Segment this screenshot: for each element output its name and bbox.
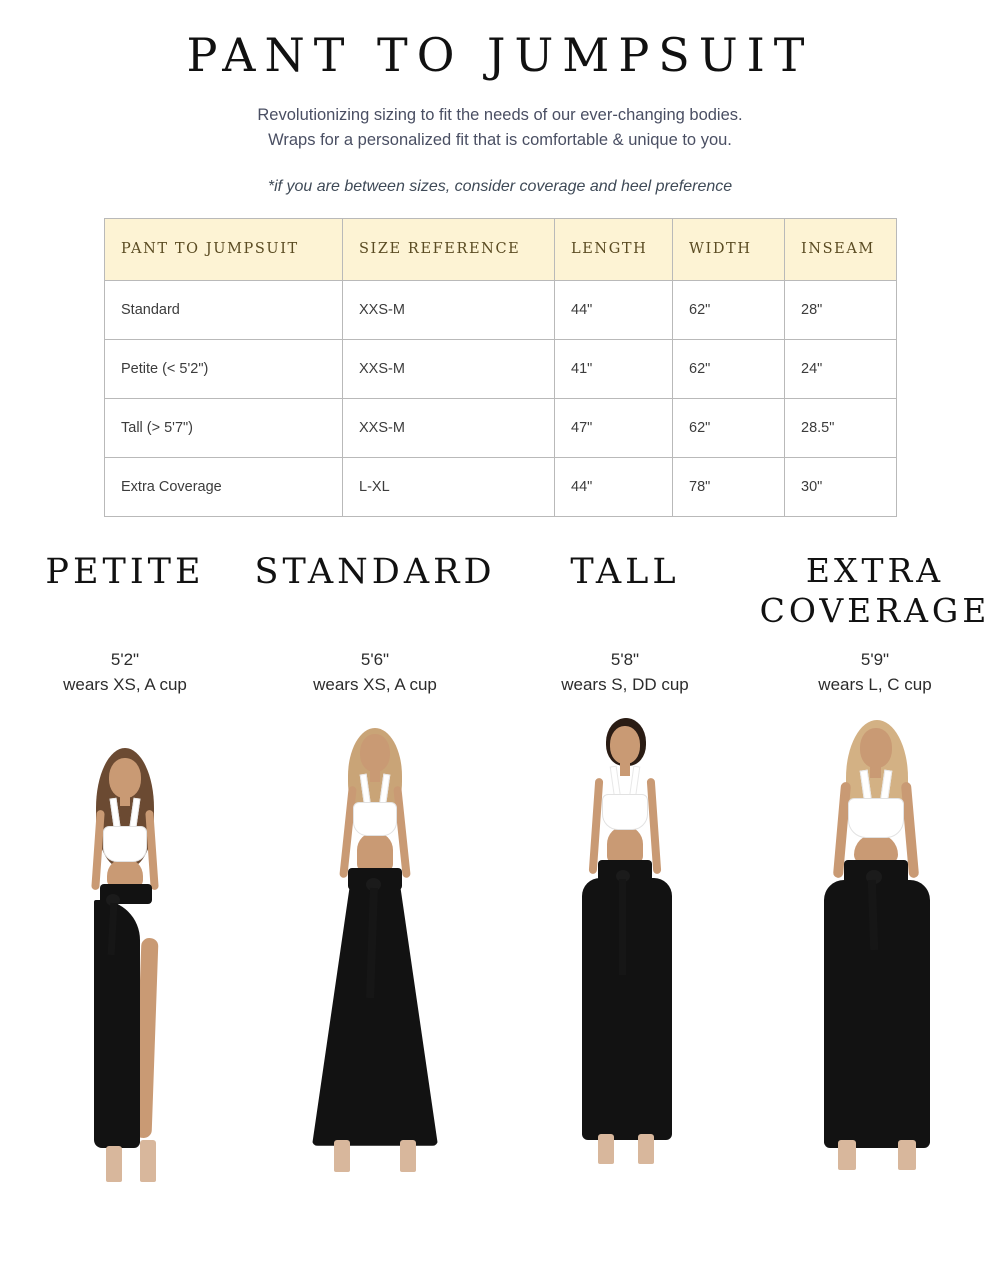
model-card-extra-coverage [750, 551, 1000, 1188]
cell-name: Standard [105, 280, 343, 339]
cell-length: 47" [555, 398, 673, 457]
model-wears: wears XS, A cup [63, 675, 187, 695]
model-wears: wears XS, A cup [313, 675, 437, 695]
cell-width: 62" [673, 339, 785, 398]
model-stats-tall [500, 647, 750, 698]
model-stats-standard [250, 647, 500, 698]
table-row [105, 339, 897, 398]
page-title: PANT TO JUMPSUIT [186, 28, 814, 82]
table-row [105, 398, 897, 457]
model-wears: wears L, C cup [818, 675, 932, 695]
model-height: 5'6" [360, 649, 390, 669]
column-header-width: WIDTH [673, 218, 785, 280]
subtitle-line-2: Wraps for a personalized fit that is comfortable & unique to you. [268, 131, 732, 150]
subtitle-line-1: Revolutionizing sizing to fit the needs of our ever-changing bodies. [257, 105, 743, 124]
cell-length: 44" [555, 280, 673, 339]
cell-length: 44" [555, 457, 673, 516]
model-title-standard: STANDARD [254, 551, 496, 592]
table-row [105, 457, 897, 516]
cell-inseam: 28" [785, 280, 897, 339]
model-title-extra-coverage: EXTRA COVERAGE [759, 550, 991, 630]
cell-reference: L-XL [343, 457, 555, 516]
subtitle [0, 103, 1000, 154]
cell-width: 62" [673, 398, 785, 457]
cell-reference: XXS-M [343, 339, 555, 398]
column-header-inseam: INSEAM [785, 218, 897, 280]
model-comparison-row [0, 551, 1000, 1188]
column-header-length: LENGTH [555, 218, 673, 280]
size-chart-table-container [104, 218, 896, 517]
table-header-row [105, 218, 897, 280]
model-card-tall [500, 551, 750, 1188]
cell-reference: XXS-M [343, 280, 555, 339]
model-photo-tall [500, 718, 750, 1188]
cell-reference: XXS-M [343, 398, 555, 457]
table-body [105, 280, 897, 516]
model-stats-extra-coverage [750, 647, 1000, 698]
model-photo-petite [0, 718, 250, 1188]
cell-width: 62" [673, 280, 785, 339]
table-row [105, 280, 897, 339]
model-photo-extra-coverage [750, 718, 1000, 1188]
cell-name: Petite (< 5'2") [105, 339, 343, 398]
size-chart-table [104, 218, 897, 517]
model-wears: wears S, DD cup [561, 675, 689, 695]
model-height: 5'8" [610, 649, 640, 669]
model-height: 5'2" [110, 649, 140, 669]
model-title-tall: TALL [570, 551, 680, 592]
cell-length: 41" [555, 339, 673, 398]
model-photo-standard [250, 718, 500, 1188]
cell-inseam: 24" [785, 339, 897, 398]
cell-inseam: 30" [785, 457, 897, 516]
model-card-petite [0, 551, 250, 1188]
column-header-size-reference: SIZE REFERENCE [343, 218, 555, 280]
model-height: 5'9" [860, 649, 890, 669]
between-sizes-note: *if you are between sizes, consider coverage and heel preference [267, 177, 733, 195]
model-title-petite: PETITE [45, 551, 205, 592]
model-card-standard [250, 551, 500, 1188]
model-stats-petite [0, 647, 250, 698]
cell-name: Tall (> 5'7") [105, 398, 343, 457]
cell-name: Extra Coverage [105, 457, 343, 516]
cell-width: 78" [673, 457, 785, 516]
table-header [105, 218, 897, 280]
column-header-name: PANT TO JUMPSUIT [105, 218, 343, 280]
cell-inseam: 28.5" [785, 398, 897, 457]
